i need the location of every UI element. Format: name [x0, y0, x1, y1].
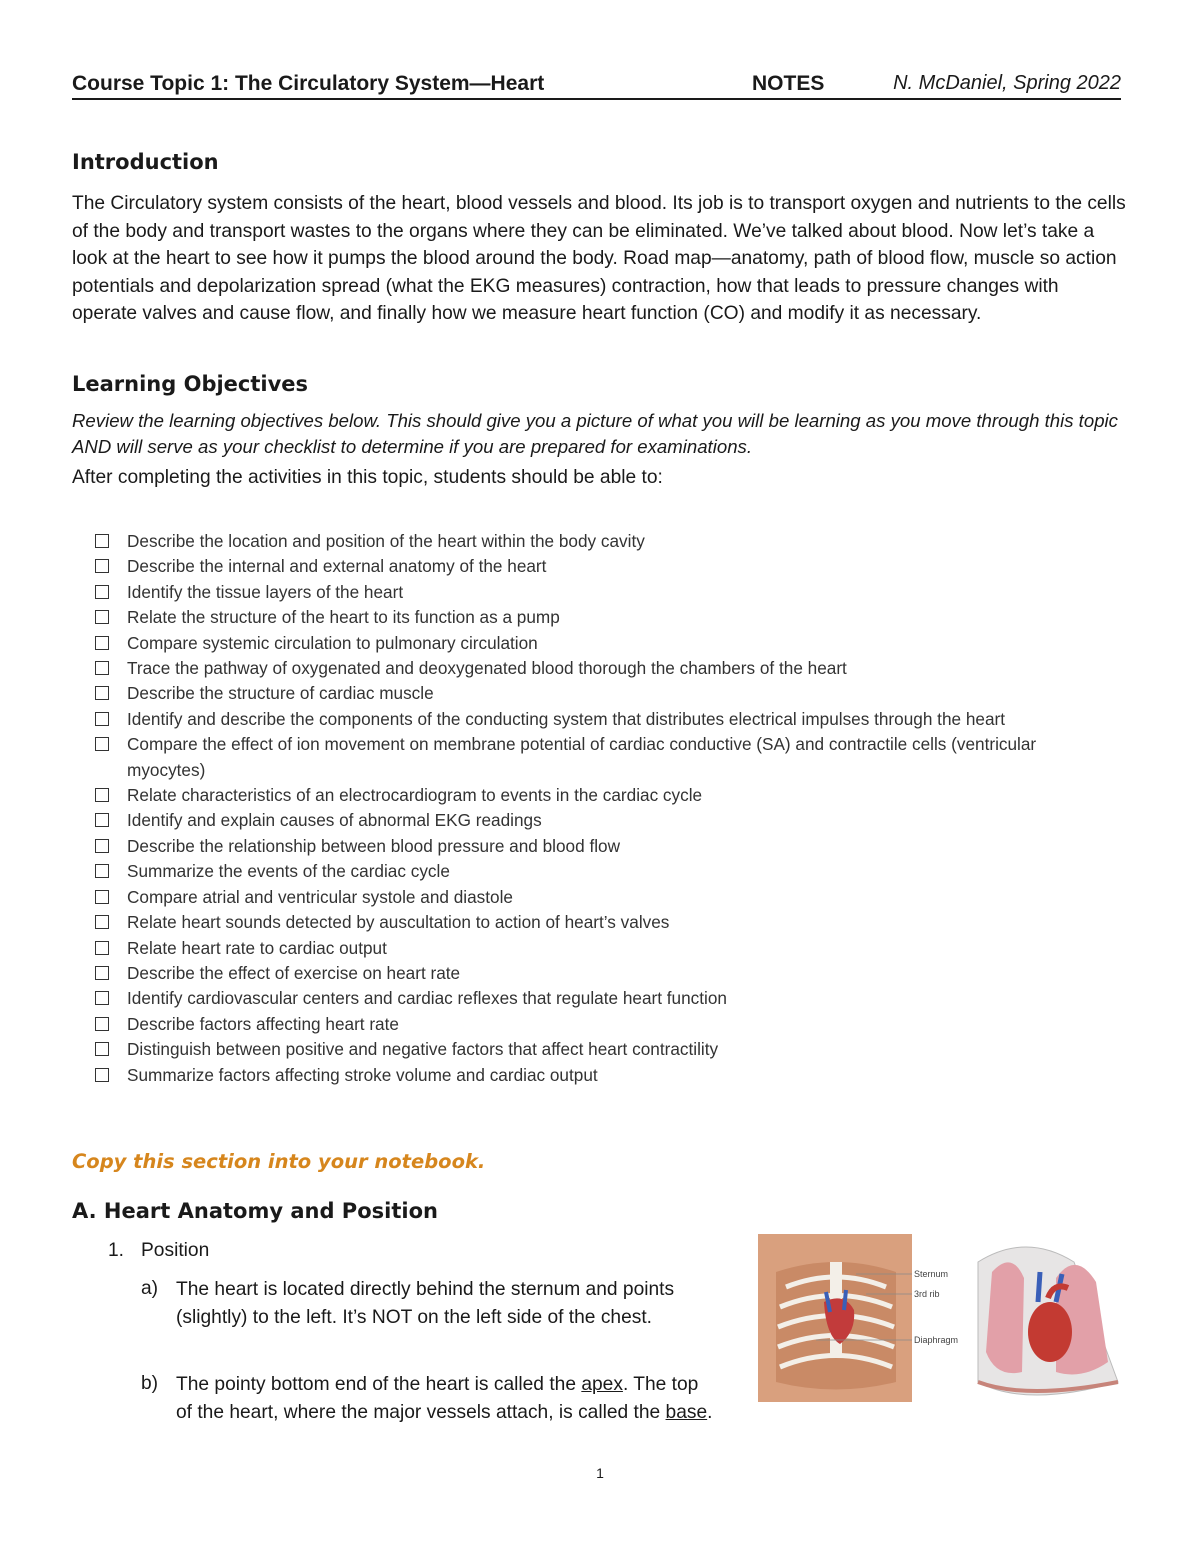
sternum-label: Sternum	[914, 1269, 949, 1279]
objective-text: Compare atrial and ventricular systole and diastole	[127, 886, 513, 907]
checkbox[interactable]	[95, 661, 109, 675]
base-term: base	[665, 1402, 708, 1423]
objective-text: Summarize factors affecting stroke volume and cardiac output	[127, 1064, 598, 1085]
copy-note: Copy this section into your notebook.	[72, 1150, 486, 1173]
objective-text: Summarize the events of the cardiac cycle	[127, 861, 450, 882]
objective-item	[92, 936, 1112, 961]
checkbox[interactable]	[95, 686, 109, 700]
checkbox[interactable]	[95, 864, 109, 878]
item-b-label: b)	[141, 1373, 159, 1394]
checkbox[interactable]	[95, 813, 109, 827]
checkbox[interactable]	[95, 788, 109, 802]
checkbox[interactable]	[95, 991, 109, 1005]
item-a-text: The heart is located directly behind the sternum and points (slightly) to the left. It’s NOT on the left side of the chest.	[176, 1279, 675, 1328]
objective-text: Describe the internal and external anatomy of the heart	[127, 556, 547, 577]
objective-text: Distinguish between positive and negative factors that affect heart contractility	[127, 1039, 719, 1060]
objective-item	[92, 1037, 1112, 1062]
objective-text: Relate the structure of the heart to its function as a pump	[127, 607, 560, 628]
objective-item	[92, 783, 1112, 808]
notes-label: NOTES	[752, 72, 825, 95]
checkbox[interactable]	[95, 712, 109, 726]
objectives-lead-in: After completing the activities in this topic, students should be able to:	[72, 467, 663, 488]
objective-text: Compare systemic circulation to pulmonary circulation	[127, 632, 538, 653]
objective-text: Relate heart sounds detected by auscultation to action of heart’s valves	[127, 912, 670, 933]
page-header	[72, 72, 1121, 100]
objective-item	[92, 1012, 1112, 1037]
checkbox[interactable]	[95, 1042, 109, 1056]
objective-item	[92, 707, 1112, 732]
thorax-illustration	[978, 1247, 1118, 1395]
objective-item	[92, 529, 1112, 554]
intro-heading: Introduction	[72, 150, 219, 174]
objective-item	[92, 961, 1112, 986]
section-a-heading: A. Heart Anatomy and Position	[72, 1199, 438, 1223]
heart-position-figure	[756, 1232, 1126, 1404]
objective-item	[92, 580, 1112, 605]
checkbox[interactable]	[95, 966, 109, 980]
objective-item	[92, 885, 1112, 910]
objective-text: Describe the effect of exercise on heart rate	[127, 962, 461, 983]
objective-item	[92, 554, 1112, 579]
objective-item	[92, 808, 1112, 833]
objective-item	[92, 605, 1112, 630]
objective-item	[92, 859, 1112, 884]
checkbox[interactable]	[95, 585, 109, 599]
objectives-instructions: Review the learning objectives below. This should give you a picture of what you will be learning as you move through this topic AND will serve as your checklist to determine if you are prepared for examinations.	[72, 410, 1118, 457]
checkbox[interactable]	[95, 915, 109, 929]
intro-paragraph: The Circulatory system consists of the heart, blood vessels and blood. Its job is to transport oxygen and nutrients to the cells of the body and transport wastes to the organs where they can be eliminated. We’ve talked about blood. Now let’s take a look at the heart to see how it pumps the blood around the body. Road map—anatomy, path of blood flow, muscle so action potentials and depolarization spread (what the EKG measures) contraction, how that leads to pressure changes with operate valves and cause flow, and finally how we measure heart function (CO) and modify it as necessary.	[72, 193, 1126, 324]
position-number: 1.	[108, 1240, 125, 1261]
objective-item	[92, 986, 1112, 1011]
objective-text: Identify and explain causes of abnormal EKG readings	[127, 810, 542, 831]
objective-text: Describe the structure of cardiac muscle	[127, 683, 434, 704]
checkbox[interactable]	[95, 941, 109, 955]
objective-item	[92, 631, 1112, 656]
checkbox[interactable]	[95, 534, 109, 548]
checkbox[interactable]	[95, 737, 109, 751]
checkbox[interactable]	[95, 839, 109, 853]
checkbox[interactable]	[95, 610, 109, 624]
position-label: Position	[141, 1240, 210, 1261]
objective-item	[92, 681, 1112, 706]
objective-item	[92, 910, 1112, 935]
checkbox[interactable]	[95, 1068, 109, 1082]
objective-item	[92, 1063, 1112, 1088]
objective-item	[92, 834, 1112, 859]
objective-item	[92, 732, 1112, 783]
page-number: 1	[596, 1465, 604, 1481]
diaphragm-label: Diaphragm	[914, 1335, 959, 1345]
objective-text: Describe the location and position of the heart within the body cavity	[127, 531, 645, 551]
objective-text: Compare the effect of ion movement on membrane potential of cardiac conductive (SA) and contractile cells (ventricular myocytes)	[127, 734, 1037, 780]
objective-text: Relate characteristics of an electrocardiogram to events in the cardiac cycle	[127, 785, 703, 806]
objective-text: Relate heart rate to cardiac output	[127, 937, 387, 958]
item-b-text	[176, 1371, 716, 1427]
objective-text: Identify and describe the components of the conducting system that distributes electrical impulses through the heart	[127, 708, 1006, 729]
apex-term: apex	[581, 1374, 623, 1395]
objective-text: Describe factors affecting heart rate	[127, 1013, 399, 1034]
checkbox[interactable]	[95, 1017, 109, 1031]
objective-text: Identify cardiovascular centers and cardiac reflexes that regulate heart function	[127, 988, 727, 1009]
checkbox[interactable]	[95, 636, 109, 650]
objectives-checklist	[92, 529, 1112, 1088]
rib-label: 3rd rib	[914, 1289, 940, 1299]
objective-item	[92, 656, 1112, 681]
item-b-pre: The pointy bottom end of the heart is called the	[176, 1374, 582, 1395]
checkbox[interactable]	[95, 559, 109, 573]
author-date: N. McDaniel, Spring 2022	[893, 72, 1121, 94]
item-a-label: a)	[141, 1278, 159, 1299]
learning-objectives-heading: Learning Objectives	[72, 372, 309, 396]
course-title: Course Topic 1: The Circulatory System—Heart	[72, 72, 545, 95]
item-b-end: .	[707, 1402, 713, 1423]
objective-text: Describe the relationship between blood pressure and blood flow	[127, 835, 621, 856]
checkbox[interactable]	[95, 890, 109, 904]
objective-text: Identify the tissue layers of the heart	[127, 581, 404, 602]
torso-illustration	[758, 1234, 912, 1402]
objective-text: Trace the pathway of oxygenated and deoxygenated blood thorough the chambers of the heart	[127, 658, 847, 679]
item-b-mid: . The top of the heart, where the major vessels attach, is called the	[176, 1374, 699, 1423]
